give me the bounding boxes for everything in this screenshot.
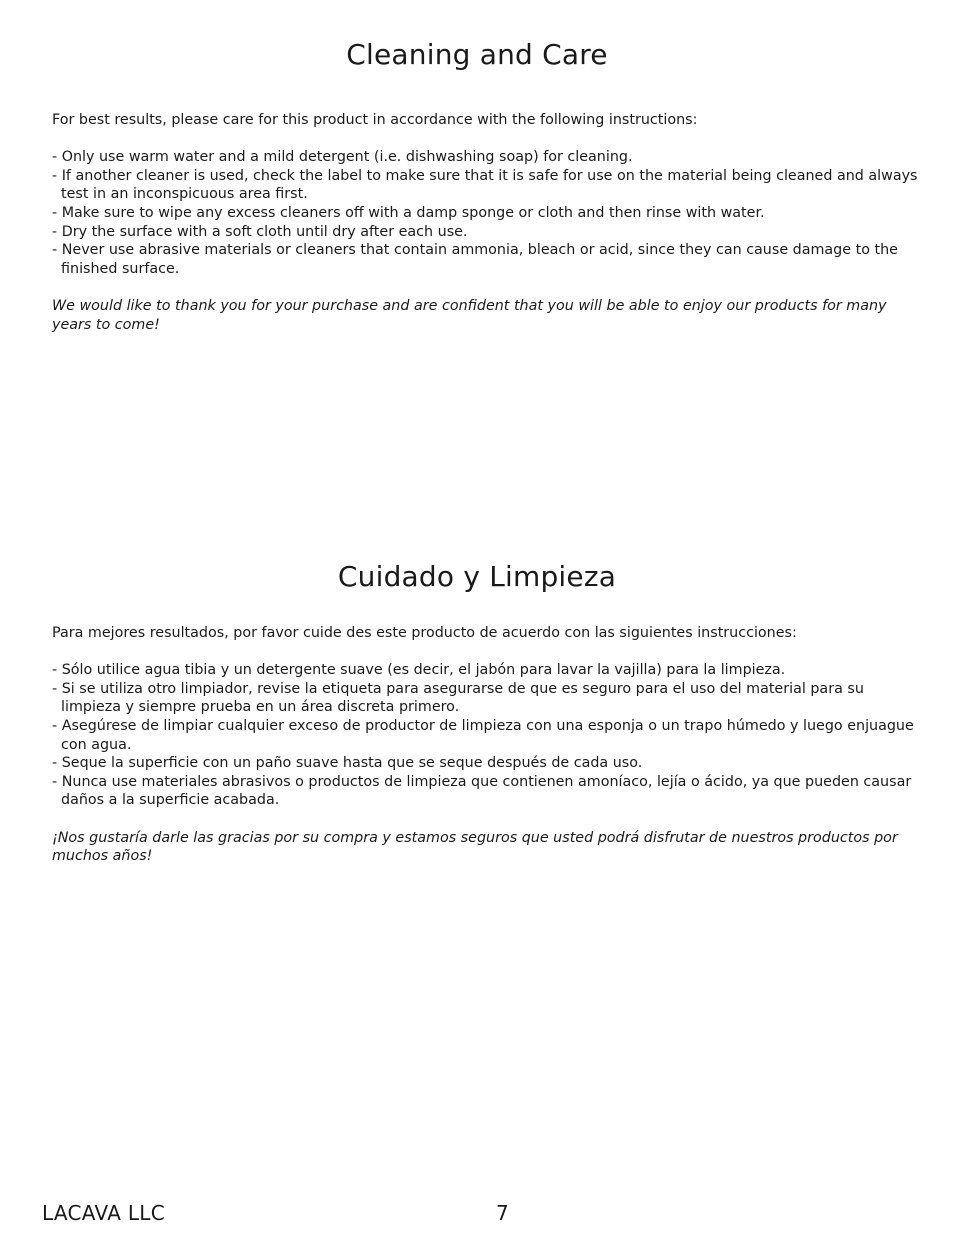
page-number: 7 <box>496 1201 509 1225</box>
english-thanks: We would like to thank you for your purchase and are confident that you will be able to enjoy our products for many years to come! <box>52 297 892 333</box>
footer-company-name: LACAVA LLC <box>42 1201 165 1225</box>
spanish-section <box>52 624 922 866</box>
english-section <box>52 111 922 334</box>
english-instructions-list <box>52 148 922 278</box>
spanish-intro: Para mejores resultados, por favor cuide des este producto de acuerdo con las siguientes instrucciones: <box>52 625 797 641</box>
list-item: - Sólo utilice agua tibia y un detergente suave (es decir, el jabón para lavar la vajilla) para la limpieza. <box>52 662 786 679</box>
list-item: - Asegúrese de limpiar cualquier exceso de productor de limpieza con una esponja o un trapo húmedo y luego enjuague con agua. <box>52 717 914 753</box>
english-title: Cleaning and Care <box>346 38 608 71</box>
spanish-title: Cuidado y Limpieza <box>337 560 617 593</box>
list-item: - Dry the surface with a soft cloth until dry after each use. <box>52 223 468 240</box>
english-intro: For best results, please care for this product in accordance with the following instructions: <box>52 112 698 128</box>
list-item: - Nunca use materiales abrasivos o productos de limpieza que contienen amoníaco, lejía o ácido, ya que pueden causar daños a la superficie acabada. <box>52 773 912 809</box>
list-item: - Make sure to wipe any excess cleaners off with a damp sponge or cloth and then rinse with water. <box>52 204 765 221</box>
list-item: - Si se utiliza otro limpiador, revise la etiqueta para asegurarse de que es seguro para el uso del material para su limpieza y siempre prueba en un área discreta primero. <box>52 680 864 716</box>
spanish-instructions-list <box>52 661 922 810</box>
list-item: - Seque la superficie con un paño suave hasta que se seque después de cada uso. <box>52 755 643 772</box>
list-item: - Only use warm water and a mild detergent (i.e. dishwashing soap) for cleaning. <box>52 149 633 166</box>
list-item: - If another cleaner is used, check the label to make sure that it is safe for use on the material being cleaned and always test in an inconspicuous area first. <box>52 167 918 203</box>
spanish-thanks: ¡Nos gustaría darle las gracias por su compra y estamos seguros que usted podrá disfrutar de nuestros productos por muchos años! <box>52 829 903 865</box>
list-item: - Never use abrasive materials or cleaners that contain ammonia, bleach or acid, since they can cause damage to the finished surface. <box>52 242 898 277</box>
